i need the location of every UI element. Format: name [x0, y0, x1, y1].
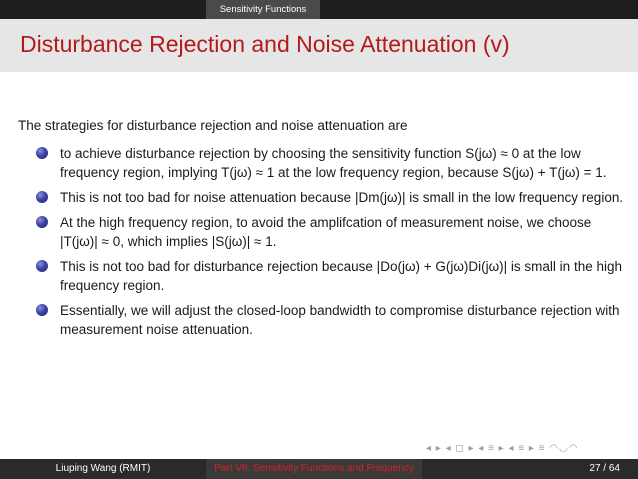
- bullet-dot-icon: [36, 147, 48, 159]
- bullet-text: Essentially, we will adjust the closed-loop bandwidth to compromise disturbance rejection with measurement noise attenuation.: [60, 303, 620, 337]
- section-tab[interactable]: Sensitivity Functions: [206, 0, 320, 19]
- intro-text: The strategies for disturbance rejection and noise attenuation are: [18, 118, 408, 133]
- bullet-item: [36, 188, 626, 207]
- slide-title: Disturbance Rejection and Noise Attenuation (v): [20, 31, 510, 57]
- footer-course-title: Part VII: Sensitivity Functions and Frequency: [206, 459, 422, 479]
- bullet-text: This is not too bad for disturbance rejection because |Do(jω) + G(jω)Di(jω)| is small in the high frequency region.: [60, 259, 622, 293]
- bullet-item: [36, 257, 626, 295]
- footer-bar: [0, 459, 638, 479]
- bullet-dot-icon: [36, 216, 48, 228]
- bullet-text: At the high frequency region, to avoid the amplifcation of measurement noise, we choose |T(jω)| ≈ 0, which implies |S(jω)| ≈ 1.: [60, 215, 592, 249]
- beamer-navigation-icons[interactable]: ◂ ▸ ◂ ◻ ▸ ◂ ≡ ▸ ◂ ≡ ▸ ≡ ◠◡◠: [426, 443, 579, 454]
- footer-author: Liuping Wang (RMIT): [55, 463, 151, 474]
- bullet-item: [36, 213, 626, 251]
- bullet-text: to achieve disturbance rejection by choosing the sensitivity function S(jω) ≈ 0 at the low frequency region, implying T(jω) ≈ 1 at the low frequency region, because S(jω) + T(jω) = 1.: [60, 146, 607, 180]
- bullet-dot-icon: [36, 304, 48, 316]
- bullet-item: [36, 144, 626, 182]
- bullet-item: [36, 301, 626, 339]
- footer-page-number: 27 / 64: [589, 463, 620, 474]
- title-band: [0, 19, 638, 72]
- top-navigation-bar: [0, 0, 638, 19]
- bullet-text: This is not too bad for noise attenuation because |Dm(jω)| is small in the low frequency region.: [60, 190, 624, 205]
- bullet-dot-icon: [36, 260, 48, 272]
- bullet-dot-icon: [36, 191, 48, 203]
- bullet-list: [36, 144, 626, 345]
